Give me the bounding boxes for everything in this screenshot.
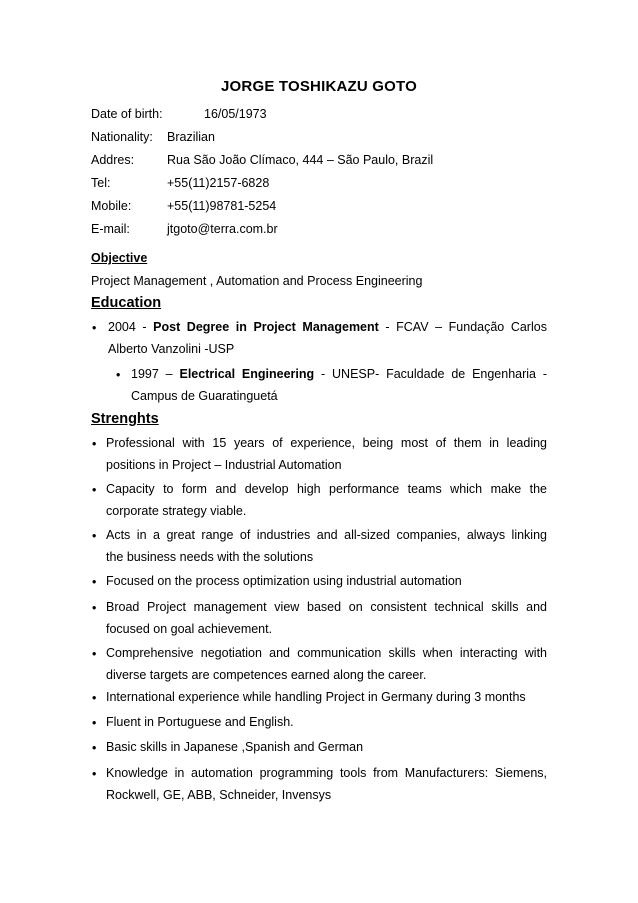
- strength-item: Broad Project management view based on consistent technical skills and focused on goal achievement.: [106, 600, 547, 636]
- education-year: 2004: [108, 320, 136, 334]
- objective-heading: Objective: [91, 251, 148, 265]
- education-item: [108, 316, 547, 360]
- education-school: - UNESP- Faculdade de Engenharia -: [321, 367, 548, 381]
- education-separator: -: [142, 320, 147, 334]
- mobile-value: +55(11)98781-5254: [167, 199, 277, 213]
- bullet-icon: •: [92, 691, 97, 705]
- education-school: - FCAV – Fundação Carlos: [385, 320, 547, 334]
- candidate-name: JORGE TOSHIKAZU GOTO: [221, 78, 417, 95]
- education-separator: –: [165, 367, 173, 381]
- mobile-label: Mobile:: [91, 199, 132, 213]
- bullet-icon: •: [92, 741, 97, 755]
- strength-item: International experience while handling Project in Germany during 3 months: [106, 690, 526, 704]
- strength-item: Capacity to form and develop high performance teams which make the corporate strategy viable.: [106, 482, 547, 518]
- education-degree: Post Degree in Project Management: [153, 320, 379, 334]
- strength-item: Knowledge in automation programming tools from Manufacturers: Siemens, Rockwell, GE, ABB, Schneider, Invensys: [106, 766, 547, 802]
- education-heading: Education: [91, 295, 162, 311]
- bullet-icon: •: [92, 716, 97, 730]
- strength-item: Fluent in Portuguese and English.: [106, 715, 294, 729]
- email-value: jtgoto@terra.com.br: [167, 222, 278, 236]
- tel-value: +55(11)2157-6828: [167, 176, 270, 190]
- education-school-cont: Campus de Guaratinguetá: [131, 389, 278, 403]
- bullet-icon: •: [92, 767, 97, 781]
- dob-value: 16/05/1973: [204, 107, 267, 121]
- email-label: E-mail:: [91, 222, 130, 236]
- bullet-icon: •: [92, 575, 97, 589]
- bullet-icon: •: [92, 321, 97, 335]
- objective-text: Project Management , Automation and Process Engineering: [91, 274, 423, 288]
- bullet-icon: •: [116, 368, 121, 382]
- nationality-label: Nationality:: [91, 130, 153, 144]
- strength-item: Acts in a great range of industries and all-sized companies, always linking the business needs with the solutions: [106, 528, 547, 564]
- bullet-icon: •: [92, 483, 97, 497]
- education-item: [131, 363, 547, 407]
- address-label: Addres:: [91, 153, 135, 167]
- strength-item: Focused on the process optimization using industrial automation: [106, 574, 462, 588]
- strength-item: Comprehensive negotiation and communication skills when interacting with diverse targets are competences earned along the career.: [106, 646, 547, 682]
- education-year: 1997: [131, 367, 159, 381]
- strength-item: Professional with 15 years of experience, being most of them in leading positions in Project – Industrial Automation: [106, 436, 547, 472]
- education-school-cont: Alberto Vanzolini -USP: [108, 342, 235, 356]
- nationality-value: Brazilian: [167, 130, 215, 144]
- strength-item: Basic skills in Japanese ,Spanish and German: [106, 740, 364, 754]
- tel-label: Tel:: [91, 176, 111, 190]
- strengths-heading: Strenghts: [91, 411, 159, 427]
- education-degree: Electrical Engineering: [179, 367, 315, 381]
- bullet-icon: •: [92, 529, 97, 543]
- bullet-icon: •: [92, 647, 97, 661]
- dob-label: Date of birth:: [91, 107, 163, 121]
- bullet-icon: •: [92, 601, 97, 615]
- bullet-icon: •: [92, 437, 97, 451]
- address-value: Rua São João Clímaco, 444 – São Paulo, Brazil: [167, 153, 434, 167]
